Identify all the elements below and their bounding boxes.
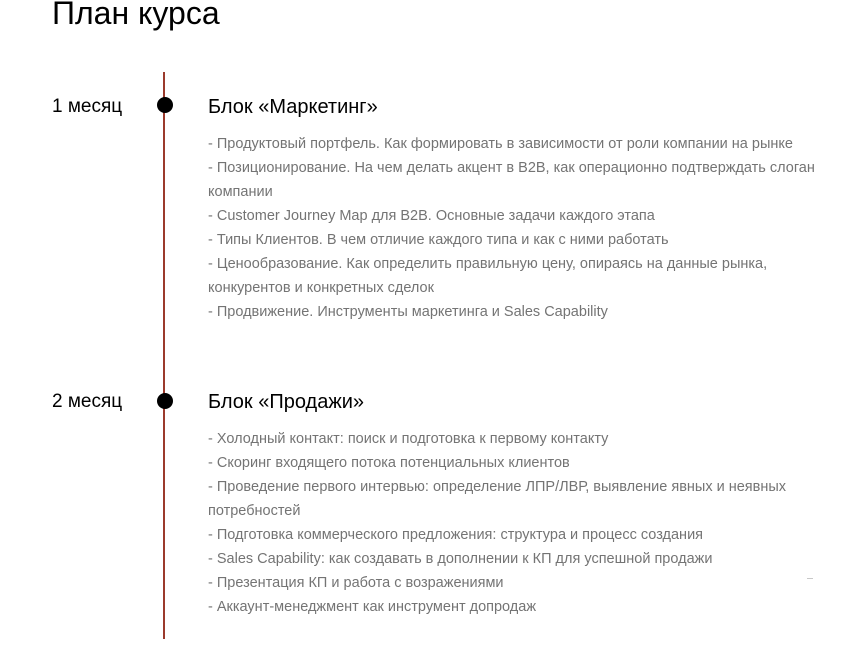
list-item: - Аккаунт-менеджмент как инструмент допродаж (208, 599, 537, 615)
list-item: - Позиционирование. На чем делать акцент в B2B, как операционно подтверждать слоган компании (208, 160, 815, 200)
timeline-dot-1 (157, 97, 173, 113)
list-item: - Customer Journey Map для B2B. Основные задачи каждого этапа (208, 208, 655, 224)
list-item: - Ценообразование. Как определить правильную цену, опираясь на данные рынка, конкурентов и конкретных сделок (208, 256, 768, 296)
timeline-dot-2 (157, 393, 173, 409)
list-item: - Презентация КП и работа с возражениями (208, 575, 504, 591)
block-title-marketing: Блок «Маркетинг» (208, 96, 378, 118)
list-item: - Проведение первого интервью: определение ЛПР/ЛВР, выявление явных и неявных потребностей (208, 479, 787, 519)
list-item: - Скоринг входящего потока потенциальных клиентов (208, 455, 570, 471)
topic-list-marketing (208, 132, 823, 324)
topic-list-sales (208, 427, 823, 619)
list-item: - Продвижение. Инструменты маркетинга и Sales Capability (208, 304, 608, 320)
month-label-2: 2 месяц (52, 391, 123, 412)
list-item: - Типы Клиентов. В чем отличие каждого типа и как с ними работать (208, 232, 669, 248)
scroll-indicator (807, 578, 813, 579)
timeline-line (163, 72, 165, 639)
list-item: - Подготовка коммерческого предложения: структура и процесс создания (208, 527, 704, 543)
list-item: - Холодный контакт: поиск и подготовка к первому контакту (208, 431, 609, 447)
list-item: - Sales Capability: как создавать в дополнении к КП для успешной продажи (208, 551, 713, 567)
list-item: - Продуктовый портфель. Как формировать в зависимости от роли компании на рынке (208, 136, 793, 152)
month-label-1: 1 месяц (52, 96, 123, 117)
page-title: План курса (52, 0, 220, 31)
block-title-sales: Блок «Продажи» (208, 391, 364, 413)
